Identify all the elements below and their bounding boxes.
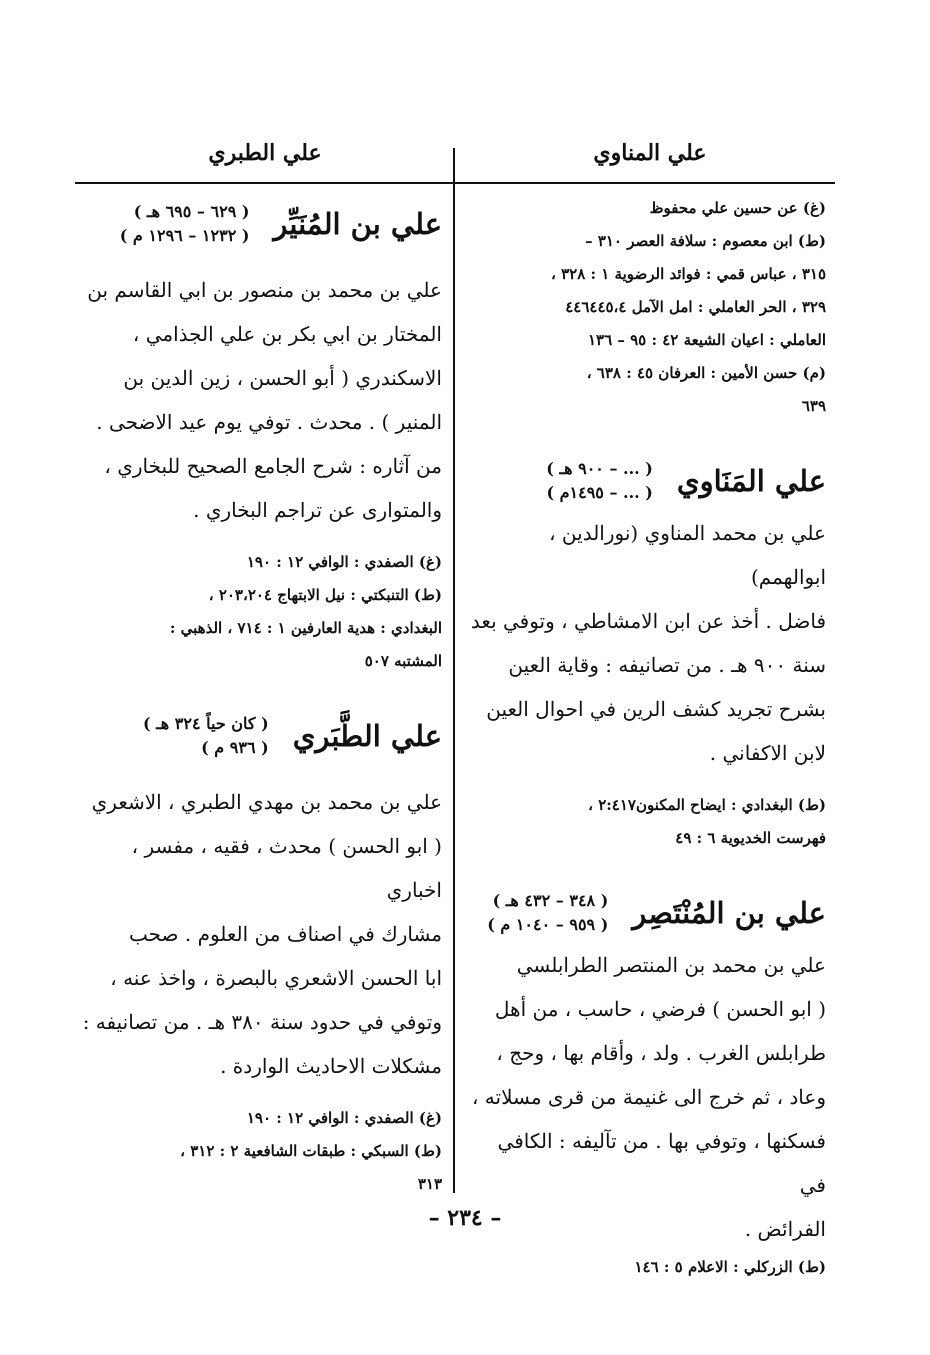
ref-line: (ط) ابن معصوم : سلافة العصر ٣١٠ – — [585, 232, 826, 250]
date-hijri: ( ٣٤٨ – ٤٣٢ هـ ) — [492, 891, 609, 910]
ref-line: ٣٢٩ ، الحر العاملي : امل الآمل ٤٤٦٤٤٥،٤ — [565, 298, 826, 316]
running-header-left: علي الطبري — [208, 140, 322, 166]
left-column — [82, 192, 442, 1201]
entry-text-line: وتوفي في حدود سنة ٣٨٠ هـ . من تصانيفه : — [82, 1010, 442, 1034]
date-hijri: ( ٦٢٩ – ٦٩٥ هـ ) — [133, 202, 250, 221]
entry-text-line: مشكلات الاحاديث الواردة . — [220, 1054, 442, 1078]
entry-text-line: ابا الحسن الاشعري بالبصرة ، واخذ عنه ، — [110, 966, 442, 990]
ref-line: (م) حسن الأمين : العرفان ٤٥ : ٦٣٨ ، — [586, 364, 826, 382]
ref-line: (ط) السبكي : طبقات الشافعية ٢ : ٣١٢ ، — [180, 1142, 442, 1160]
entry-text-line: فسكنها ، وتوفي بها . من تآليفه : الكافي في — [497, 1129, 826, 1197]
entry-heading-muntasir — [468, 889, 826, 937]
entry-text-line: علي بن محمد بن المنتصر الطرابلسي — [516, 953, 826, 977]
entry-text-line: علي بن محمد بن منصور بن ابي القاسم بن — [87, 278, 442, 302]
entry-name: علي الطَّبَري — [292, 719, 442, 753]
entry-text-line: المنير ) . محدث . توفي يوم عيد الاضحى . — [96, 410, 442, 434]
entry-text-line: ( ابو الحسن ) فرضي ، حاسب ، من أهل — [494, 997, 826, 1021]
ref-line: ٦٣٩ — [801, 397, 826, 415]
ref-line: العاملي : اعيان الشيعة ٤٢ : ٩٥ – ١٣٦ — [588, 331, 826, 349]
ref-line: (ط) الزركلي : الاعلام ٥ : ١٤٦ — [634, 1258, 826, 1276]
ref-line: ٣١٣ — [417, 1175, 442, 1193]
date-gregorian: ( ... – ١٤٩٥م ) — [546, 483, 653, 502]
ref-line: فهرست الخديوية ٦ : ٤٩ — [675, 829, 826, 847]
entry-text-line: سنة ٩٠٠ هـ . من تصانيفه : وقاية العين — [508, 653, 826, 677]
entry-text-line: المختار بن ابي بكر بن علي الجذامي ، — [132, 322, 442, 346]
entry-heading-munayyir — [82, 200, 442, 248]
right-column — [468, 192, 826, 1284]
entry-text-line: علي بن محمد بن مهدي الطبري ، الاشعري — [91, 790, 442, 814]
date-gregorian: ( ٩٣٦ م ) — [201, 738, 269, 757]
ref-line: (غ) الصفدي : الوافي ١٢ : ١٩٠ — [246, 553, 442, 571]
ref-line: (غ) الصفدي : الوافي ١٢ : ١٩٠ — [246, 1109, 442, 1127]
header-rule — [75, 182, 835, 184]
ref-line: البغدادي : هدية العارفين ١ : ٧١٤ ، الذهبي : — [169, 619, 442, 637]
entry-text-line: لابن الاكفاني . — [709, 741, 826, 765]
entry-dates — [143, 712, 269, 760]
date-hijri: ( كان حياً ٣٢٤ هـ ) — [142, 714, 269, 733]
entry-dates — [487, 889, 608, 937]
running-header-right: علي المناوي — [593, 140, 707, 166]
entry-dates — [120, 200, 250, 248]
entry-text-line: فاضل . أخذ عن ابن الامشاطي ، وتوفي بعد — [470, 609, 826, 633]
entry-name: علي بن المُنَيِّر — [273, 207, 442, 241]
entry-text-line: والمتوارى عن تراجم البخاري . — [193, 498, 442, 522]
entry-text-line: الفرائض . — [744, 1217, 826, 1241]
date-hijri: ( ... – ٩٠٠ هـ ) — [546, 459, 653, 478]
entry-heading-munawi — [468, 457, 826, 505]
ref-line: ٣١٥ ، عباس قمي : فوائد الرضوية ١ : ٣٢٨ ، — [551, 265, 826, 283]
ref-line: (ط) البغدادي : ايضاح المكنون٢:٤١٧ ، — [588, 796, 826, 814]
page-number: – ٢٣٤ – — [428, 1205, 502, 1231]
date-gregorian: ( ٩٥٩ – ١٠٤٠ م ) — [487, 915, 609, 934]
date-gregorian: ( ١٢٣٢ – ١٢٩٦ م ) — [119, 226, 250, 245]
ref-line: المشتبه ٥٠٧ — [364, 652, 442, 670]
ref-line: (غ) عن حسين علي محفوظ — [649, 199, 826, 217]
entry-text-line: بشرح تجريد كشف الرين في احوال العين — [486, 697, 826, 721]
ref-line: (ط) التنبكتي : نيل الابتهاج ٢٠٣،٢٠٤ ، — [208, 586, 442, 604]
entry-name: علي المَنَاوي — [676, 464, 826, 498]
entry-text-line: وعاد ، ثم خرج الى غنيمة من قرى مسلاته ، — [471, 1085, 826, 1109]
entry-text-line: الاسكندري ( أبو الحسن ، زين الدين بن — [123, 366, 442, 390]
entry-text-line: من آثاره : شرح الجامع الصحيح للبخاري ، — [104, 454, 442, 478]
column-divider — [453, 148, 455, 1193]
entry-name: علي بن المُنْتَصِر — [632, 896, 826, 930]
entry-heading-tabari — [82, 712, 442, 760]
entry-text-line: ( ابو الحسن ) محدث ، فقيه ، مفسر ، اخباري — [131, 834, 442, 902]
entry-dates — [546, 457, 653, 505]
entry-text-line: مشارك في اصناف من العلوم . صحب — [128, 922, 442, 946]
entry-text-line: طرابلس الغرب . ولد ، وأقام بها ، وحج ، — [496, 1041, 826, 1065]
entry-text-line: علي بن محمد المناوي (نورالدين ، ابوالهمم) — [549, 521, 826, 589]
